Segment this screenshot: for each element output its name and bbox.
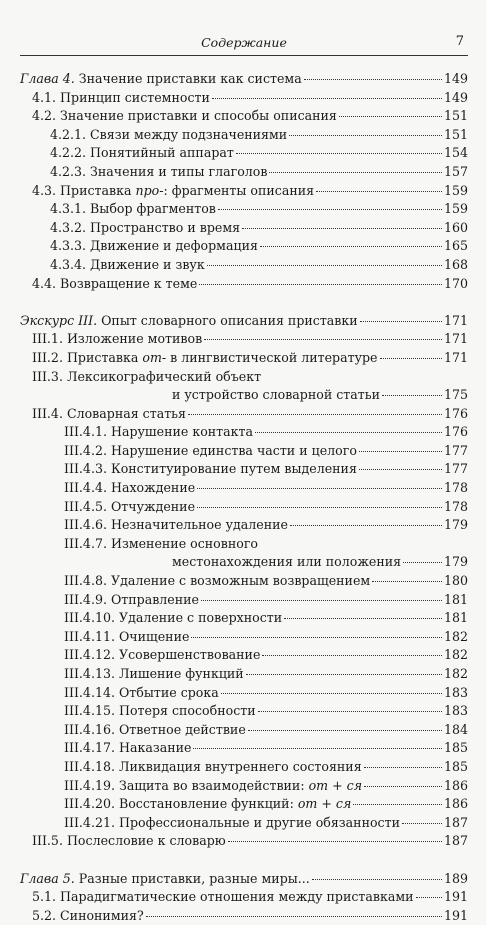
- toc-entry-label: местонахождения или положения: [172, 554, 402, 570]
- toc-entry-title: [20, 870, 310, 889]
- toc-entry-label: и устройство словарной статьи: [172, 387, 380, 403]
- toc-entry-label: III.4.15. Потеря способности: [64, 703, 256, 719]
- toc-entry-prefix: Глава 4.: [20, 71, 75, 86]
- toc-entry-page: 186: [443, 796, 468, 812]
- toc-entry-morpheme: от + ся: [308, 777, 363, 793]
- toc-entry-title: [32, 182, 314, 201]
- toc-entry-label: III.3. Лексикографический объект: [32, 368, 262, 384]
- dot-leader: [201, 600, 442, 601]
- toc-entry-title: [50, 237, 258, 256]
- toc-entry[interactable]: [20, 665, 468, 684]
- dot-leader: [382, 395, 442, 396]
- toc-entry-label: III.4.5. Отчуждение: [64, 498, 196, 514]
- dot-leader: [269, 172, 442, 173]
- toc-entry-title: [32, 368, 261, 387]
- dot-leader: [204, 339, 442, 340]
- toc-entry-label: 4.2. Значение приставки и способы описания: [32, 108, 337, 124]
- dot-leader: [416, 897, 442, 898]
- toc-entry-page: 151: [443, 126, 468, 142]
- toc-entry-label: 4.3.3. Движение и деформация: [50, 238, 258, 254]
- toc-entry[interactable]: [20, 70, 468, 89]
- toc-entry[interactable]: [20, 423, 468, 442]
- toc-entry[interactable]: [20, 368, 468, 387]
- toc-entry-label: III.4.8. Удаление с возможным возвращением: [64, 573, 371, 589]
- toc-entry-page: 177: [443, 461, 468, 477]
- toc-entry-page: 185: [443, 758, 468, 774]
- toc-entry-title: [64, 665, 244, 684]
- toc-entry-title: [64, 721, 246, 740]
- toc-entry-label: 5.1. Парадигматические отношения между приставками: [32, 889, 414, 905]
- toc-entry-title: [64, 498, 195, 517]
- toc-entry-label: III.4.4. Нахождение: [64, 480, 196, 496]
- toc-entry[interactable]: [20, 200, 468, 219]
- toc-entry-label: 4.2.2. Понятийный аппарат: [50, 145, 234, 161]
- toc-entry-label: 4.2.3. Значения и типы глаголов: [50, 163, 268, 179]
- toc-entry[interactable]: [20, 405, 468, 424]
- toc-entry[interactable]: [20, 628, 468, 647]
- dot-leader: [199, 284, 442, 285]
- dot-leader: [359, 469, 442, 470]
- toc-entry-page: 182: [443, 647, 468, 663]
- toc-entry-page: 176: [443, 405, 468, 421]
- dot-leader: [372, 581, 442, 582]
- toc-entry-label: III.4.21. Профессиональные и другие обязанности: [64, 814, 400, 830]
- running-header-title: Содержание: [201, 35, 287, 50]
- toc-entry-page: 181: [443, 591, 468, 607]
- toc-entry-label: III.4.6. Незначительное удаление: [64, 517, 288, 533]
- toc-entry-morpheme: от + ся: [297, 796, 352, 812]
- toc-entry-title: [32, 89, 210, 108]
- toc-entry-page: 186: [443, 777, 468, 793]
- toc-entry-label: III.4.14. Отбытие срока: [64, 684, 219, 700]
- toc-entry-title: [32, 832, 226, 851]
- toc-entry-page: 171: [443, 349, 468, 365]
- toc-entry-title: [50, 163, 267, 182]
- toc-entry-title: [64, 423, 253, 442]
- toc-entry-label: III.4.11. Очищение: [64, 628, 190, 644]
- toc-entry[interactable]: [20, 907, 468, 925]
- toc-entry-label: III.4.13. Лишение функций: [64, 666, 244, 681]
- toc-entry[interactable]: [20, 126, 468, 145]
- dot-leader: [236, 153, 442, 154]
- toc-entry-title: [64, 628, 189, 647]
- toc-entry-page: 187: [443, 814, 468, 830]
- dot-leader: [248, 730, 442, 731]
- dot-leader: [359, 451, 442, 452]
- toc-entry[interactable]: [20, 89, 468, 108]
- toc-entry-page: 157: [443, 163, 468, 179]
- toc-entry-title: [50, 256, 205, 275]
- toc-entry-title: [64, 814, 400, 833]
- toc-entry-page: 151: [443, 108, 468, 124]
- dot-leader: [221, 693, 442, 694]
- toc-entry-page: 183: [443, 684, 468, 700]
- toc-entry-title: [64, 684, 219, 703]
- toc-entry-page: 160: [443, 219, 468, 235]
- dot-leader: [360, 321, 442, 322]
- dot-leader: [228, 841, 442, 842]
- toc-entry-title: [20, 312, 358, 331]
- toc-entry-page: 178: [443, 480, 468, 496]
- toc-entry-label: III.4.16. Ответное действие: [64, 721, 246, 737]
- toc-entry-title: [64, 758, 362, 777]
- toc-entry-page: 149: [443, 71, 468, 86]
- toc-entry[interactable]: [20, 758, 468, 777]
- toc-entry-title: [64, 795, 351, 814]
- toc-entry-label: Опыт словарного описания приставки: [97, 312, 358, 328]
- toc-entry-label: III.4.10. Удаление с поверхности: [64, 610, 283, 626]
- toc-entry-page: 159: [443, 182, 468, 198]
- toc-entry-label: III.4.1. Нарушение контакта: [64, 424, 253, 440]
- toc-entry-label: 4.1. Принцип системности: [32, 89, 210, 105]
- toc-entry-page: 185: [443, 740, 468, 756]
- dot-leader: [403, 562, 442, 563]
- toc-entry-page: 183: [443, 703, 468, 719]
- toc-entry[interactable]: [20, 795, 468, 814]
- toc-entry-page: 179: [443, 554, 468, 570]
- toc-entry-label: III.4.12. Усовершенствование: [64, 647, 261, 663]
- dot-leader: [353, 804, 442, 805]
- toc-entry[interactable]: [20, 553, 468, 572]
- dot-leader: [193, 748, 441, 749]
- toc-entry[interactable]: [20, 516, 468, 535]
- toc-entry[interactable]: [20, 349, 468, 368]
- toc-entry-label: 4.3.4. Движение и звук: [50, 256, 205, 272]
- dot-leader: [260, 246, 442, 247]
- dot-leader: [191, 637, 442, 638]
- toc-entry-title: [64, 777, 362, 796]
- toc-entry-page: 187: [443, 833, 468, 849]
- toc-entry-label: Значение приставки как система: [74, 71, 302, 86]
- dot-leader: [197, 488, 442, 489]
- toc-entry-page: 178: [443, 498, 468, 514]
- table-of-contents: [20, 70, 468, 925]
- toc-entry[interactable]: [20, 107, 468, 126]
- toc-entry[interactable]: [20, 721, 468, 740]
- toc-entry-page: 171: [443, 331, 468, 347]
- toc-entry[interactable]: [20, 312, 468, 331]
- toc-entry-page: 149: [443, 89, 468, 105]
- dot-leader: [364, 786, 442, 787]
- toc-entry-page: 154: [443, 145, 468, 161]
- toc-entry-label: 5.2. Синонимия?: [32, 907, 144, 923]
- toc-entry-label-tail: в лингвистической литературе: [166, 349, 378, 365]
- dot-leader: [262, 655, 442, 656]
- dot-leader: [242, 228, 442, 229]
- dot-leader: [289, 135, 442, 136]
- toc-entry[interactable]: [20, 144, 468, 163]
- dot-leader: [312, 879, 442, 880]
- toc-entry-title: [64, 591, 199, 610]
- toc-entry-title: [32, 330, 202, 349]
- toc-entry[interactable]: [20, 609, 468, 628]
- toc-entry-title: [64, 739, 191, 758]
- toc-entry-label: III.1. Изложение мотивов: [32, 331, 203, 347]
- toc-entry[interactable]: [20, 479, 468, 498]
- toc-entry-title: [50, 144, 234, 163]
- toc-entry[interactable]: [20, 256, 468, 275]
- dot-leader: [258, 711, 442, 712]
- dot-leader: [380, 358, 442, 359]
- toc-entry[interactable]: [20, 498, 468, 517]
- toc-entry[interactable]: [20, 870, 468, 889]
- toc-entry-page: 191: [443, 889, 468, 905]
- toc-entry-title: [32, 907, 144, 925]
- toc-entry-page: 176: [443, 424, 468, 440]
- toc-entry[interactable]: [20, 572, 468, 591]
- toc-entry-title: [64, 702, 256, 721]
- toc-entry-page: 180: [443, 573, 468, 589]
- toc-entry-title: [32, 888, 414, 907]
- toc-entry-page: 179: [443, 517, 468, 533]
- toc-entry-title: [64, 646, 260, 665]
- dot-leader: [364, 767, 442, 768]
- dot-leader: [207, 265, 442, 266]
- dot-leader: [197, 507, 442, 508]
- toc-entry-title: [64, 460, 357, 479]
- toc-entry-title: [20, 70, 302, 89]
- toc-entry[interactable]: [20, 684, 468, 703]
- page-number: 7: [455, 34, 464, 49]
- toc-entry-label: 4.3.2. Пространство и время: [50, 219, 241, 235]
- toc-entry[interactable]: [20, 442, 468, 461]
- dot-leader: [218, 209, 442, 210]
- toc-entry[interactable]: [20, 535, 468, 554]
- toc-entry[interactable]: [20, 814, 468, 833]
- toc-entry[interactable]: [20, 219, 468, 238]
- toc-entry-title: [64, 572, 370, 591]
- toc-entry-title: [172, 553, 401, 572]
- toc-entry-page: 182: [443, 628, 468, 644]
- toc-entry-label: III.4.3. Конституирование путем выделения: [64, 461, 357, 477]
- toc-entry-label: III.4.19. Защита во взаимодействии:: [64, 777, 309, 793]
- toc-entry-title: [50, 200, 216, 219]
- toc-entry-title: [32, 349, 378, 368]
- toc-entry-prefix: Экскурс III.: [20, 312, 98, 328]
- toc-entry-label: III.4. Словарная статья: [32, 405, 186, 421]
- dot-leader: [188, 414, 442, 415]
- toc-entry-label: III.4.9. Отправление: [64, 591, 200, 607]
- toc-entry-label: III.4.7. Изменение основного: [64, 535, 259, 551]
- toc-entry-page: 182: [443, 666, 468, 681]
- toc-entry-title: [64, 516, 288, 535]
- toc-entry[interactable]: [20, 832, 468, 851]
- dot-leader: [290, 525, 442, 526]
- dot-leader: [212, 98, 442, 99]
- toc-entry-page: 170: [443, 275, 468, 291]
- toc-entry[interactable]: [20, 777, 468, 796]
- toc-entry-label: III.4.20. Восстановление функций:: [64, 796, 298, 812]
- toc-entry-label: III.4.17. Наказание: [64, 740, 192, 756]
- toc-entry[interactable]: [20, 739, 468, 758]
- toc-entry[interactable]: [20, 163, 468, 182]
- section-gap: [20, 293, 468, 312]
- toc-entry-morpheme: про-: [135, 182, 164, 198]
- toc-entry-label: 4.3.1. Выбор фрагментов: [50, 201, 216, 217]
- toc-entry-page: 165: [443, 238, 468, 254]
- toc-entry-title: [64, 442, 357, 461]
- dot-leader: [339, 116, 442, 117]
- toc-entry[interactable]: [20, 386, 468, 405]
- toc-entry-page: 168: [443, 256, 468, 272]
- toc-entry-title: [64, 479, 195, 498]
- toc-entry[interactable]: [20, 460, 468, 479]
- toc-entry-title: [64, 535, 258, 554]
- section-gap: [20, 851, 468, 870]
- toc-entry-label: 4.2.1. Связи между подзначениями: [50, 126, 288, 142]
- toc-entry-label: 4.3. Приставка: [32, 182, 136, 198]
- toc-entry[interactable]: [20, 888, 468, 907]
- toc-entry[interactable]: [20, 646, 468, 665]
- toc-entry-title: [32, 405, 186, 424]
- toc-entry-page: 177: [443, 442, 468, 458]
- toc-entry-page: 171: [443, 312, 468, 328]
- toc-entry[interactable]: [20, 591, 468, 610]
- toc-entry-morpheme: от-: [142, 349, 167, 365]
- toc-entry-label: III.5. Послесловие к словарю: [32, 833, 226, 849]
- toc-entry[interactable]: [20, 237, 468, 256]
- dot-leader: [316, 191, 442, 192]
- toc-entry-title: [50, 126, 287, 145]
- dot-leader: [255, 432, 442, 433]
- toc-entry[interactable]: [20, 182, 468, 201]
- toc-entry-label: Разные приставки, разные миры...: [74, 870, 310, 886]
- toc-entry-label: III.4.18. Ликвидация внутреннего состояния: [64, 758, 362, 774]
- toc-entry-page: 175: [443, 387, 468, 403]
- running-header: [20, 33, 468, 56]
- dot-leader: [146, 916, 442, 917]
- toc-entry-page: 181: [443, 610, 468, 626]
- toc-entry[interactable]: [20, 702, 468, 721]
- toc-entry-page: 159: [443, 201, 468, 217]
- toc-entry-title: [32, 275, 197, 294]
- dot-leader: [402, 823, 442, 824]
- dot-leader: [246, 674, 442, 675]
- toc-entry-page: 191: [443, 907, 468, 923]
- toc-entry-title: [32, 107, 337, 126]
- dot-leader: [304, 79, 442, 80]
- toc-entry-label: III.4.2. Нарушение единства части и целого: [64, 442, 357, 458]
- toc-entry-label: III.2. Приставка: [32, 349, 143, 365]
- toc-entry[interactable]: [20, 330, 468, 349]
- dot-leader: [284, 618, 442, 619]
- toc-entry-title: [64, 609, 282, 628]
- toc-entry-page: 189: [443, 870, 468, 886]
- toc-entry-label: 4.4. Возвращение к теме: [32, 275, 198, 291]
- toc-entry-label-tail: : фрагменты описания: [163, 182, 315, 198]
- toc-entry-title: [172, 386, 380, 405]
- toc-entry[interactable]: [20, 275, 468, 294]
- toc-entry-prefix: Глава 5.: [20, 870, 75, 886]
- toc-entry-title: [50, 219, 240, 238]
- toc-entry-page: 184: [443, 721, 468, 737]
